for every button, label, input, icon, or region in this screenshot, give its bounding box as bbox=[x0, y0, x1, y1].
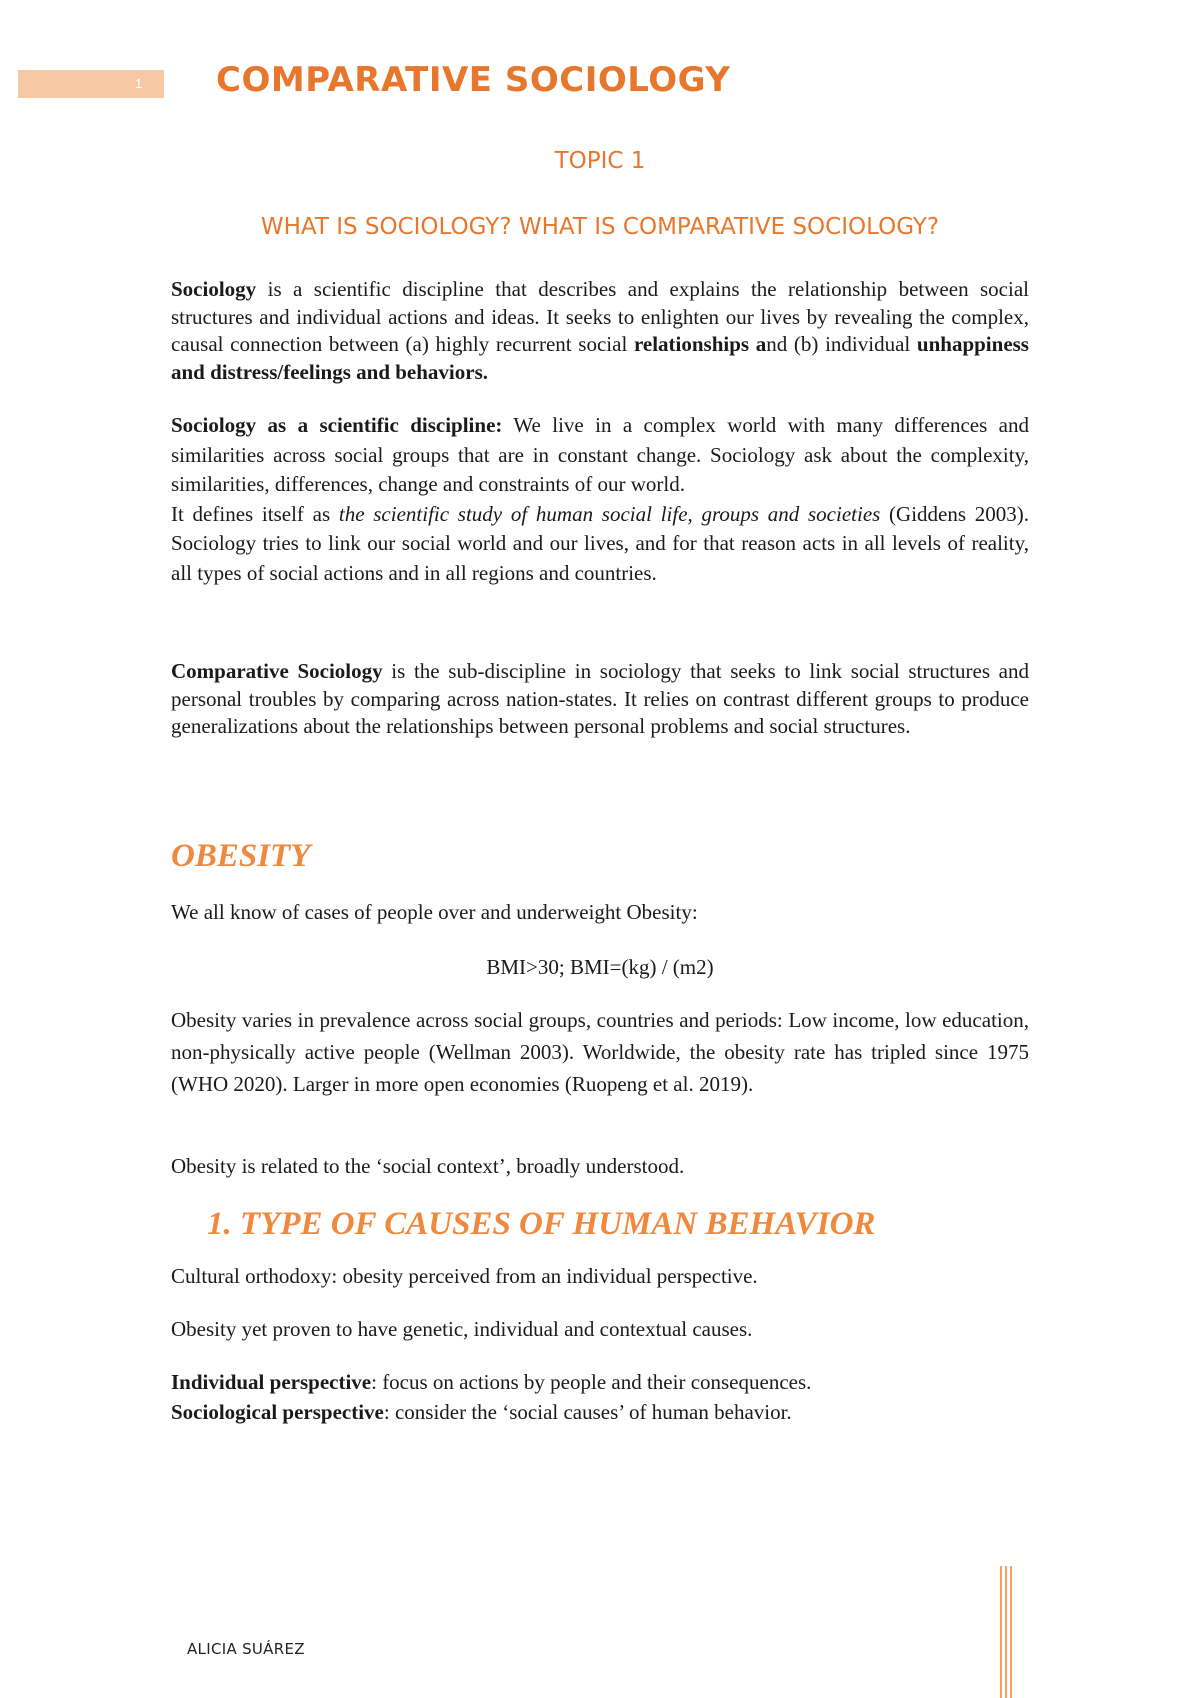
text: nd (b) individual bbox=[766, 332, 917, 356]
text: (Giddens 2003). Sociology tries to link our social world and our lives, and for that reason acts in all levels of reality, all types of social actions and in all regions and countries. bbox=[171, 501, 1030, 585]
obesity-causes: Obesity yet proven to have genetic, individual and contextual causes. bbox=[171, 1317, 753, 1341]
term-scientific-discipline: Sociology as a scientific discipline: bbox=[171, 413, 503, 437]
term-sociological-perspective: Sociological perspective bbox=[171, 1400, 384, 1424]
obesity-intro: We all know of cases of people over and underweight Obesity: bbox=[171, 900, 698, 924]
section-heading-causes: 1. TYPE OF CAUSES OF HUMAN BEHAVIOR bbox=[207, 1206, 876, 1242]
definition-quote: the scientific study of human social life, groups and societies bbox=[338, 501, 881, 526]
individual-perspective bbox=[171, 1370, 1029, 1395]
text: : focus on actions by people and their consequences. bbox=[371, 1370, 812, 1394]
footer-author: ALICIA SUÁREZ bbox=[187, 1640, 305, 1658]
paragraph-comparative-sociology bbox=[171, 658, 1029, 741]
cultural-orthodoxy: Cultural orthodoxy: obesity perceived from an individual perspective. bbox=[171, 1264, 758, 1288]
topic-heading: WHAT IS SOCIOLOGY? WHAT IS COMPARATIVE SOCIOLOGY? bbox=[260, 214, 940, 240]
text: It defines itself as bbox=[171, 501, 339, 526]
sociological-perspective bbox=[171, 1400, 1029, 1425]
term-individual-perspective: Individual perspective bbox=[171, 1370, 372, 1394]
text: is a scientific discipline that describes and explains the relationship between social structures and individual actions and ideas. It seeks to enlighten our lives by revealing the complex, causal connection between (a) highly recurrent social bbox=[171, 277, 1029, 356]
obesity-prevalence: Obesity varies in prevalence across social groups, countries and periods: Low income, low education, non-physically active people (Wellman 2003). Worldwide, the obesity rate has tripled since 1975 (WHO 2020). Larger in more open economies (Ruopeng et al. 2019). bbox=[171, 1008, 1029, 1096]
text: : consider the ‘social causes’ of human behavior. bbox=[383, 1400, 792, 1424]
term-comparative-sociology: Comparative Sociology bbox=[171, 659, 383, 683]
section-heading-obesity: OBESITY bbox=[171, 838, 311, 874]
term-sociology: Sociology bbox=[171, 277, 257, 301]
bmi-formula: BMI>30; BMI=(kg) / (m2) bbox=[486, 955, 714, 979]
text: We live in a complex world with many differences and similarities across social groups that are in constant change. Sociology ask about the complexity, similarities, differences, change and constraints of our world. bbox=[171, 413, 1030, 496]
page-number: 1 bbox=[135, 76, 143, 91]
paragraph-sociology-definition bbox=[171, 276, 1029, 386]
term-unhappiness: unhappiness and distress/feelings and behaviors. bbox=[171, 332, 1029, 384]
term-relationships: relationships a bbox=[633, 332, 767, 356]
obesity-context: Obesity is related to the ‘social context’, broadly understood. bbox=[171, 1154, 685, 1178]
text: is the sub-discipline in sociology that seeks to link social structures and personal troubles by comparing across nation-states. It relies on contrast different groups to produce generalizations about the relationships between personal problems and social structures. bbox=[171, 659, 1029, 738]
document-title: COMPARATIVE SOCIOLOGY bbox=[216, 60, 731, 100]
paragraph-scientific-discipline bbox=[171, 411, 1029, 588]
topic-label: TOPIC 1 bbox=[554, 148, 646, 174]
